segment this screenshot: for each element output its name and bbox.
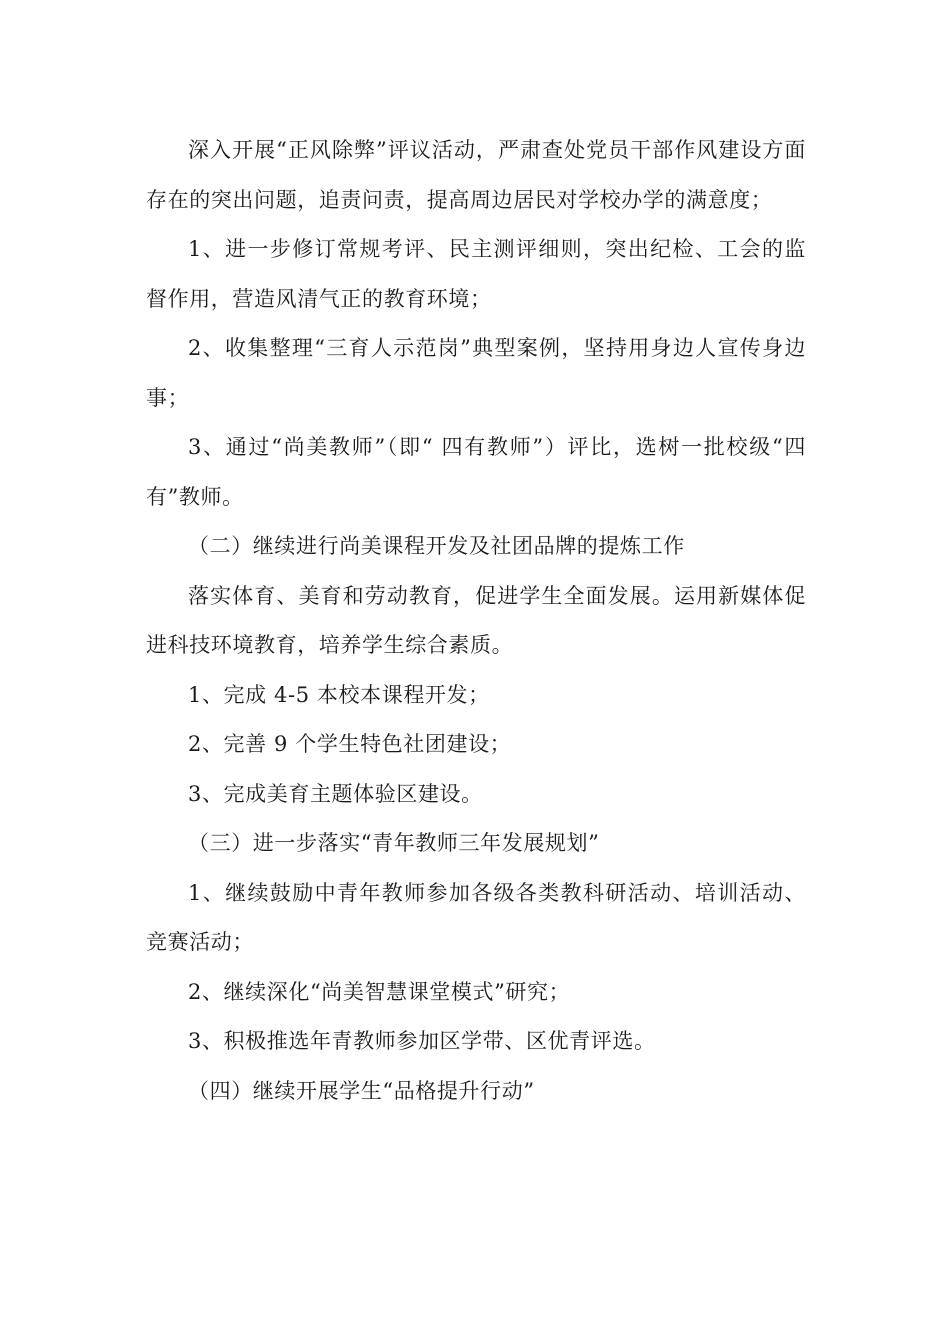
paragraph-item-3: 3、通过“尚美教师”（即“ 四有教师”）评比，选树一批校级“四有”教师。 bbox=[146, 435, 806, 509]
paragraph-course-1: 1、完成 4-5 本校本课程开发； bbox=[188, 682, 490, 707]
paragraph-teacher-3: 3、积极推选年青教师参加区学带、区优青评选。 bbox=[188, 1029, 656, 1053]
section-heading-2: （二）继续进行尚美课程开发及社团品牌的提炼工作 bbox=[188, 534, 685, 558]
document-page bbox=[146, 126, 806, 1116]
paragraph-education: 落实体育、美育和劳动教育，促进学生全面发展。运用新媒体促进科技环境教育，培养学生综合素质。 bbox=[146, 583, 806, 657]
paragraph-course-2: 2、完善 9 个学生特色社团建设； bbox=[188, 732, 512, 756]
paragraph-course-3: 3、完成美育主题体验区建设。 bbox=[188, 781, 483, 806]
paragraph-item-1: 1、进一步修订常规考评、民主测评细则，突出纪检、工会的监督作用，营造风清气正的教育环境； bbox=[146, 237, 806, 311]
section-heading-4: （四）继续开展学生“品格提升行动” bbox=[188, 1078, 535, 1103]
section-heading-3: （三）进一步落实“青年教师三年发展规划” bbox=[188, 831, 600, 855]
paragraph-teacher-2: 2、继续深化“尚美智慧课堂模式”研究； bbox=[188, 979, 571, 1004]
paragraph-feng-bi: 深入开展“正风除弊”评议活动，严肃查处党员干部作风建设方面存在的突出问题，追责问责，提高周边居民对学校办学的满意度； bbox=[146, 138, 806, 212]
paragraph-item-2: 2、收集整理“三育人示范岗”典型案例，坚持用身边人宣传身边事； bbox=[146, 336, 806, 410]
paragraph-teacher-1: 1、继续鼓励中青年教师参加各级各类教科研活动、培训活动、竞赛活动； bbox=[146, 880, 806, 954]
